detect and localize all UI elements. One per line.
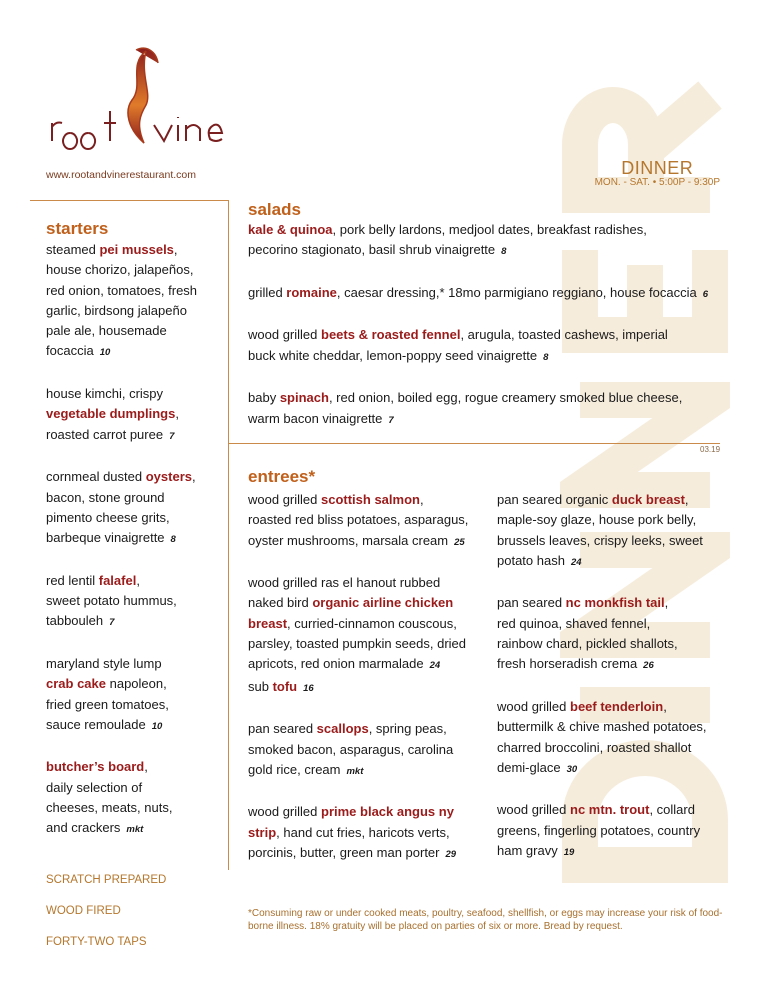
description: , — [191, 469, 196, 485]
salads-heading: salads — [248, 200, 301, 219]
menu-item-line — [248, 593, 493, 613]
menu-item — [497, 593, 737, 676]
menu-item-line — [46, 528, 226, 550]
menu-item-line — [497, 738, 737, 758]
website-url[interactable]: www.rootandvinerestaurant.com — [46, 169, 196, 181]
menu-item-line — [248, 654, 493, 676]
price: 24 — [570, 556, 582, 568]
description: , caesar dressing,* 18mo parmigiano reggiano, house focaccia — [336, 284, 697, 300]
dish-name: scottish salmon — [321, 492, 420, 507]
description: focaccia — [46, 343, 94, 359]
menu-item-line — [46, 674, 226, 694]
menu-item-line — [46, 654, 226, 674]
description: pale ale, housemade — [46, 323, 167, 339]
menu-item-line — [248, 677, 493, 699]
entrees-right-list — [497, 490, 737, 884]
description: daily selection of — [46, 779, 143, 795]
divider — [30, 200, 228, 201]
menu-item-line — [248, 325, 728, 345]
menu-item-line — [46, 240, 226, 260]
root-and-vine-logo — [48, 45, 228, 150]
footnote: *Consuming raw or under cooked meats, poultry, seafood, shellfish, or eggs may increase your risk of food-borne illness. 18% gratuity will be placed on parties of six or more. Bread by request. — [248, 908, 723, 932]
tagline: SCRATCH PREPARED — [46, 874, 167, 886]
description: porcinis, butter, green man porter — [248, 845, 440, 861]
tagline: FORTY-TWO TAPS — [46, 936, 147, 948]
price: 8 — [170, 534, 176, 546]
menu-item-line — [248, 740, 493, 760]
menu-item-line — [46, 467, 226, 487]
dish-name: duck breast — [611, 492, 685, 507]
menu-item-line — [497, 490, 737, 510]
menu-item-line — [46, 695, 226, 715]
menu-item-line — [497, 614, 737, 634]
menu-item-line — [497, 634, 737, 654]
description: sweet potato hummus, — [46, 593, 177, 609]
description: , arugula, toasted cashews, imperial — [460, 327, 668, 343]
menu-item — [497, 800, 737, 863]
menu-item-line — [248, 573, 493, 593]
dish-name: vegetable dumplings — [46, 406, 176, 422]
description: , — [419, 492, 424, 507]
menu-item-line — [248, 283, 728, 305]
menu-item-line — [46, 384, 226, 404]
menu-item — [248, 283, 728, 305]
description: napoleon, — [106, 676, 167, 692]
menu-item-line — [248, 409, 728, 431]
menu-item-line — [46, 425, 226, 447]
menu-item — [46, 654, 226, 737]
dinner-header — [595, 158, 720, 188]
menu-item — [46, 240, 226, 364]
price: 19 — [563, 847, 575, 859]
menu-item-line — [248, 490, 493, 510]
description: wood grilled — [248, 804, 321, 820]
menu-item-line — [248, 346, 728, 368]
description: parsley, toasted pumpkin seeds, dried — [248, 636, 466, 652]
description: tabbouleh — [46, 613, 104, 629]
description: , — [684, 492, 689, 507]
menu-item-line — [46, 798, 226, 818]
description: pan seared — [248, 721, 317, 737]
price: 10 — [151, 720, 163, 732]
dish-name: kale & quinoa — [248, 222, 333, 237]
description: pan seared organic — [497, 492, 612, 507]
menu-item-line — [46, 301, 226, 321]
description: sub — [248, 678, 273, 694]
price: mkt — [346, 765, 364, 777]
menu-item-line — [248, 614, 493, 634]
menu-item-line — [497, 697, 737, 717]
dish-name: butcher’s board — [46, 759, 145, 775]
description: buck white cheddar, lemon-poppy seed vinaigrette — [248, 347, 538, 363]
description: pimento cheese grits, — [46, 509, 170, 525]
menu-item — [46, 384, 226, 447]
description: cheeses, meats, nuts, — [46, 800, 173, 816]
description: demi-glace — [497, 759, 561, 775]
menu-item-line — [497, 531, 737, 551]
menu-item — [46, 467, 226, 550]
hours: MON. - SAT. • 5:00P - 9:30P — [594, 177, 720, 188]
menu-item-line — [497, 800, 737, 820]
price: mkt — [126, 824, 144, 836]
menu-title: DINNER — [621, 158, 694, 178]
description: , — [173, 242, 178, 257]
dish-name: organic airline chicken — [312, 595, 454, 611]
description: house chorizo, jalapeños, — [46, 262, 194, 278]
price: 7 — [388, 414, 394, 426]
dish-name: tofu — [272, 678, 298, 694]
menu-item-line — [46, 404, 226, 424]
description: buttermilk & chive mashed potatoes, — [497, 719, 707, 735]
entrees-left-list — [248, 490, 493, 886]
description: warm bacon vinaigrette — [248, 410, 383, 426]
price: 6 — [702, 288, 709, 300]
entrees-heading: entrees* — [248, 467, 316, 486]
menu-item-line — [497, 510, 737, 530]
starters-heading: starters — [46, 219, 109, 238]
price: 30 — [566, 763, 578, 775]
menu-item-line — [46, 611, 226, 633]
menu-item-line — [46, 321, 226, 341]
price: 24 — [429, 660, 441, 672]
menu-item-line — [497, 841, 737, 863]
menu-item — [248, 220, 728, 263]
dish-name: romaine — [286, 284, 337, 300]
description: , curried-cinnamon couscous, — [287, 615, 457, 631]
price: 25 — [454, 536, 465, 548]
price: 29 — [445, 849, 457, 861]
description: red onion, tomatoes, fresh — [46, 282, 198, 298]
dish-name: pei mussels — [99, 242, 174, 257]
description: , red onion, boiled egg, rogue creamery smoked blue cheese, — [328, 390, 683, 406]
description: wood grilled — [497, 802, 570, 818]
menu-item-line — [46, 778, 226, 798]
description: , spring peas, — [368, 721, 447, 737]
description: roasted carrot puree — [46, 426, 164, 442]
description: cornmeal dusted — [46, 469, 146, 485]
menu-item-line — [46, 260, 226, 280]
menu-item-line — [248, 802, 493, 822]
menu-item-line — [46, 591, 226, 611]
menu-item-line — [248, 823, 493, 843]
description: red quinoa, shaved fennel, — [497, 615, 651, 631]
description: bacon, stone ground — [46, 489, 165, 505]
description: wood grilled — [497, 698, 570, 714]
description: , — [136, 572, 140, 588]
menu-item-line — [497, 593, 737, 613]
menu-item-line — [248, 220, 728, 240]
divider — [228, 200, 229, 870]
menu-item-line — [46, 715, 226, 737]
menu-item-line — [248, 634, 493, 654]
price: 7 — [169, 430, 175, 442]
menu-item — [248, 325, 728, 368]
description: pan seared — [497, 595, 566, 611]
description: rainbow chard, pickled shallots, — [497, 636, 678, 652]
description: , pork belly lardons, medjool dates, breakfast radishes, — [332, 222, 647, 237]
description: potato hash — [497, 552, 565, 568]
menu-item-line — [46, 757, 226, 777]
menu-item — [46, 571, 226, 634]
description: house kimchi, crispy — [46, 386, 164, 402]
price: 8 — [543, 351, 549, 363]
dish-name: beets & roasted fennel — [321, 327, 461, 343]
description: , — [664, 595, 669, 611]
description: gold rice, cream — [248, 761, 341, 777]
dish-name: crab cake — [46, 676, 106, 692]
menu-item-line — [497, 717, 737, 737]
description: , hand cut fries, haricots verts, — [276, 824, 450, 840]
menu-item — [248, 573, 493, 699]
description: brussels leaves, crispy leeks, sweet — [497, 532, 703, 548]
dish-name: nc monkfish tail — [565, 595, 665, 611]
menu-item-line — [248, 843, 493, 865]
description: grilled — [248, 284, 287, 300]
description: baby — [248, 390, 280, 406]
dish-name: breast — [248, 615, 288, 631]
salads-list — [248, 220, 728, 451]
dish-name: falafel — [98, 572, 137, 588]
description: oyster mushrooms, marsala cream — [248, 532, 449, 548]
dish-name: scallops — [316, 721, 369, 737]
menu-item-line — [497, 821, 737, 841]
starters-list — [46, 240, 226, 861]
description: fresh horseradish crema — [497, 656, 638, 672]
description: , — [663, 698, 667, 714]
price: 8 — [501, 246, 507, 258]
menu-item — [497, 697, 737, 780]
description: fried green tomatoes, — [46, 696, 169, 712]
description: wood grilled — [248, 492, 321, 507]
menu-item — [248, 388, 728, 431]
menu-item-line — [248, 388, 728, 408]
dish-name: beef tenderloin — [570, 698, 664, 714]
description: , — [144, 759, 148, 775]
price: 16 — [303, 682, 314, 694]
menu-item-line — [248, 531, 493, 553]
menu-item-line — [497, 758, 737, 780]
menu-item-line — [46, 508, 226, 528]
price: 10 — [99, 347, 111, 359]
dish-name: nc mtn. trout — [570, 802, 650, 818]
dish-name: spinach — [279, 390, 329, 406]
dish-name: prime black angus ny — [321, 804, 454, 820]
description: maple-soy glaze, house pork belly, — [497, 512, 697, 528]
price: 7 — [109, 617, 115, 629]
description: barbeque vinaigrette — [46, 530, 165, 546]
description: roasted red bliss potatoes, asparagus, — [248, 512, 469, 528]
menu-item — [248, 719, 493, 782]
description: wood grilled — [248, 327, 321, 343]
description: and crackers — [46, 820, 121, 836]
description: steamed — [46, 242, 100, 257]
menu-item-line — [248, 760, 493, 782]
menu-item-line — [46, 488, 226, 508]
menu-item — [248, 490, 493, 553]
description: , collard — [649, 802, 695, 818]
price: 26 — [643, 660, 654, 672]
description: ham gravy — [497, 843, 558, 859]
menu-item-line — [46, 281, 226, 301]
menu-item — [497, 490, 737, 573]
description: naked bird — [248, 595, 313, 611]
description: pecorino stagionato, basil shrub vinaigrette — [248, 242, 496, 258]
description: greens, fingerling potatoes, country — [497, 822, 701, 838]
menu-item — [46, 757, 226, 840]
description: , — [175, 406, 179, 422]
menu-item-line — [248, 240, 728, 262]
dish-name: strip — [248, 824, 277, 840]
menu-item-line — [248, 719, 493, 739]
dish-name: oysters — [145, 469, 192, 485]
tagline: WOOD FIRED — [46, 905, 121, 917]
description: red lentil — [46, 572, 99, 588]
menu-item-line — [248, 510, 493, 530]
menu-item-line — [46, 818, 226, 840]
description: sauce remoulade — [46, 716, 146, 732]
date-code: 03.19 — [700, 445, 721, 454]
description: maryland style lump — [46, 655, 162, 671]
description: charred broccolini, roasted shallot — [497, 739, 692, 755]
menu-item — [248, 802, 493, 865]
description: smoked bacon, asparagus, carolina — [248, 741, 454, 757]
menu-item-line — [46, 341, 226, 363]
menu-item-line — [497, 654, 737, 676]
menu-item-line — [46, 571, 226, 591]
description: garlic, birdsong jalapeño — [46, 302, 187, 318]
description: apricots, red onion marmalade — [248, 656, 424, 672]
description: wood grilled ras el hanout rubbed — [248, 575, 441, 591]
menu-item-line — [497, 551, 737, 573]
